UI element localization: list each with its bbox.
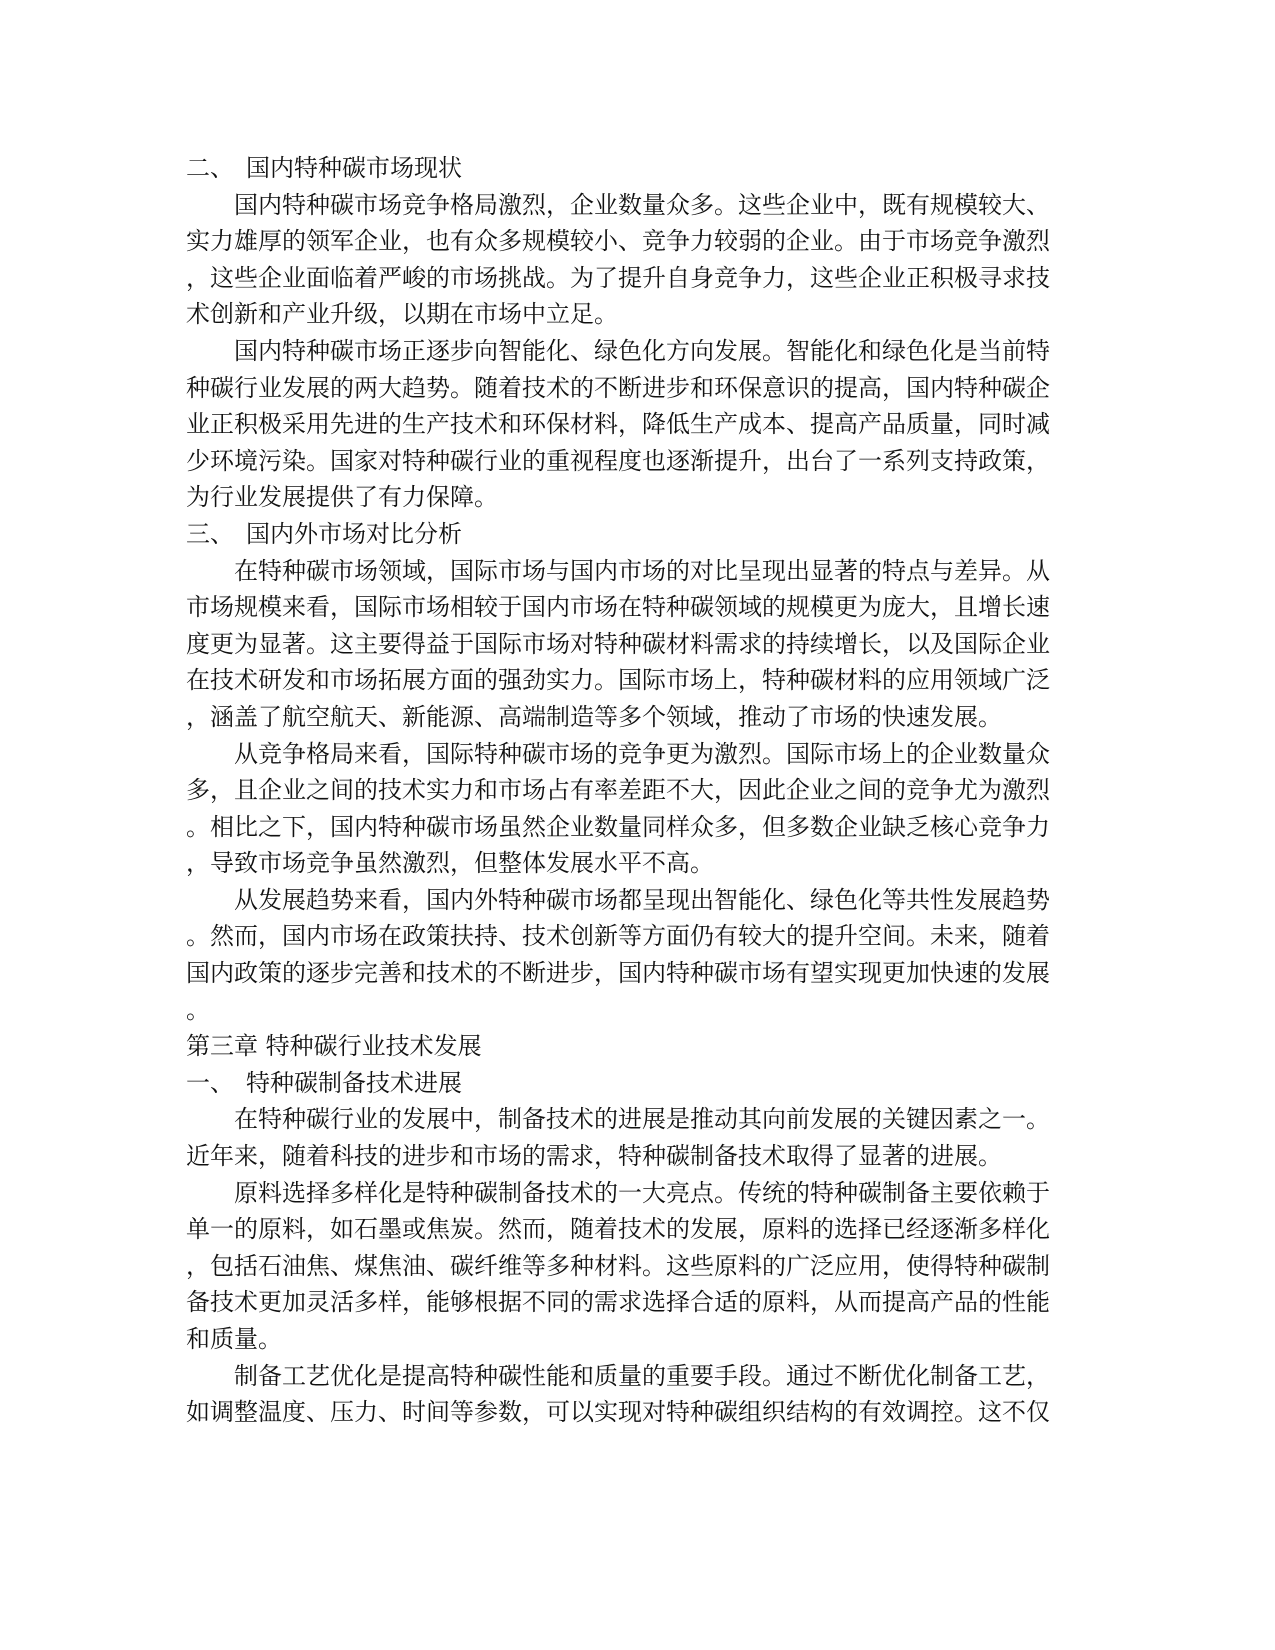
section-title: 特种碳制备技术进展 — [246, 1068, 462, 1097]
paragraph-line: 在特种碳行业的发展中，制备技术的进展是推动其向前发展的关键因素之一。 — [234, 1105, 1050, 1134]
paragraph-line: 业正积极采用先进的生产技术和环保材料，降低生产成本、提高产品质量，同时减 — [186, 410, 1050, 439]
paragraph-line: 在特种碳市场领域，国际市场与国内市场的对比呈现出显著的特点与差异。从 — [234, 556, 1050, 585]
section-title: 国内特种碳市场现状 — [246, 154, 462, 182]
paragraph-line: 市场规模来看，国际市场相较于国内市场在特种碳领域的规模更为庞大，且增长速 — [186, 593, 1050, 622]
section-heading-1 — [186, 1065, 1086, 1102]
paragraph-line: 国内特种碳市场竞争格局激烈，企业数量众多。这些企业中，既有规模较大、 — [234, 190, 1050, 219]
paragraph-line: 实力雄厚的领军企业，也有众多规模较小、竞争力较弱的企业。由于市场竞争激烈 — [186, 227, 1050, 256]
paragraph-line: 国内特种碳市场正逐步向智能化、绿色化方向发展。智能化和绿色化是当前特 — [234, 336, 1050, 365]
paragraph-line: 度更为显著。这主要得益于国际市场对特种碳材料需求的持续增长，以及国际企业 — [186, 629, 1050, 658]
section-title: 国内外市场对比分析 — [246, 519, 462, 548]
section-number: 一、 — [186, 1068, 234, 1097]
paragraph — [186, 553, 1086, 736]
paragraph-line: 。然而，国内市场在政策扶持、技术创新等方面仍有较大的提升空间。未来，随着 — [186, 922, 1050, 951]
paragraph-line: 从竞争格局来看，国际特种碳市场的竞争更为激烈。国际市场上的企业数量众 — [234, 739, 1050, 768]
paragraph — [186, 1101, 1086, 1174]
paragraph-line: 。 — [186, 995, 210, 1024]
paragraph-line: 原料选择多样化是特种碳制备技术的一大亮点。传统的特种碳制备主要依赖于 — [234, 1178, 1050, 1207]
paragraph-line: 少环境污染。国家对特种碳行业的重视程度也逐渐提升，出台了一系列支持政策， — [186, 446, 1050, 475]
paragraph-line: 备技术更加灵活多样，能够根据不同的需求选择合适的原料，从而提高产品的性能 — [186, 1288, 1050, 1317]
paragraph-line: 多，且企业之间的技术实力和市场占有率差距不大，因此企业之间的竞争尤为激烈 — [186, 776, 1050, 805]
paragraph-line: 如调整温度、压力、时间等参数，可以实现对特种碳组织结构的有效调控。这不仅 — [186, 1398, 1050, 1427]
paragraph-line: ，涵盖了航空航天、新能源、高端制造等多个领域，推动了市场的快速发展。 — [186, 702, 1002, 731]
paragraph-line: ，导致市场竞争虽然激烈，但整体发展水平不高。 — [186, 849, 714, 878]
section-number: 三、 — [186, 519, 234, 548]
paragraph — [186, 882, 1086, 1028]
paragraph-line: 。相比之下，国内特种碳市场虽然企业数量同样众多，但多数企业缺乏核心竞争力 — [186, 812, 1050, 841]
paragraph-line: ，包括石油焦、煤焦油、碳纤维等多种材料。这些原料的广泛应用，使得特种碳制 — [186, 1251, 1050, 1280]
paragraph — [186, 333, 1086, 516]
paragraph-line: 在技术研发和市场拓展方面的强劲实力。国际市场上，特种碳材料的应用领域广泛 — [186, 666, 1050, 695]
paragraph-line: 种碳行业发展的两大趋势。随着技术的不断进步和环保意识的提高，国内特种碳企 — [186, 373, 1050, 402]
section-number: 二、 — [186, 154, 234, 182]
paragraph-line: 制备工艺优化是提高特种碳性能和质量的重要手段。通过不断优化制备工艺， — [234, 1361, 1050, 1390]
section-heading-3 — [186, 516, 1086, 553]
paragraph-line: 单一的原料，如石墨或焦炭。然而，随着技术的发展，原料的选择已经逐渐多样化 — [186, 1215, 1050, 1244]
paragraph — [186, 736, 1086, 882]
paragraph-line: 国内政策的逐步完善和技术的不断进步，国内特种碳市场有望实现更加快速的发展 — [186, 959, 1050, 988]
paragraph-line: 和质量。 — [186, 1325, 282, 1353]
section-heading-2 — [186, 150, 1086, 187]
paragraph-line: 近年来，随着科技的进步和市场的需求，特种碳制备技术取得了显著的进展。 — [186, 1142, 1002, 1171]
paragraph — [186, 1358, 1086, 1431]
document-page — [186, 150, 1086, 1431]
paragraph — [186, 1175, 1086, 1358]
paragraph-line: 术创新和产业升级，以期在市场中立足。 — [186, 300, 618, 329]
paragraph-line: 从发展趋势来看，国内外特种碳市场都呈现出智能化、绿色化等共性发展趋势 — [234, 885, 1050, 914]
chapter-heading: 第三章 特种碳行业技术发展 — [186, 1032, 482, 1061]
paragraph — [186, 187, 1086, 333]
paragraph-line: ，这些企业面临着严峻的市场挑战。为了提升自身竞争力，这些企业正积极寻求技 — [186, 263, 1050, 292]
paragraph-line: 为行业发展提供了有力保障。 — [186, 483, 498, 512]
